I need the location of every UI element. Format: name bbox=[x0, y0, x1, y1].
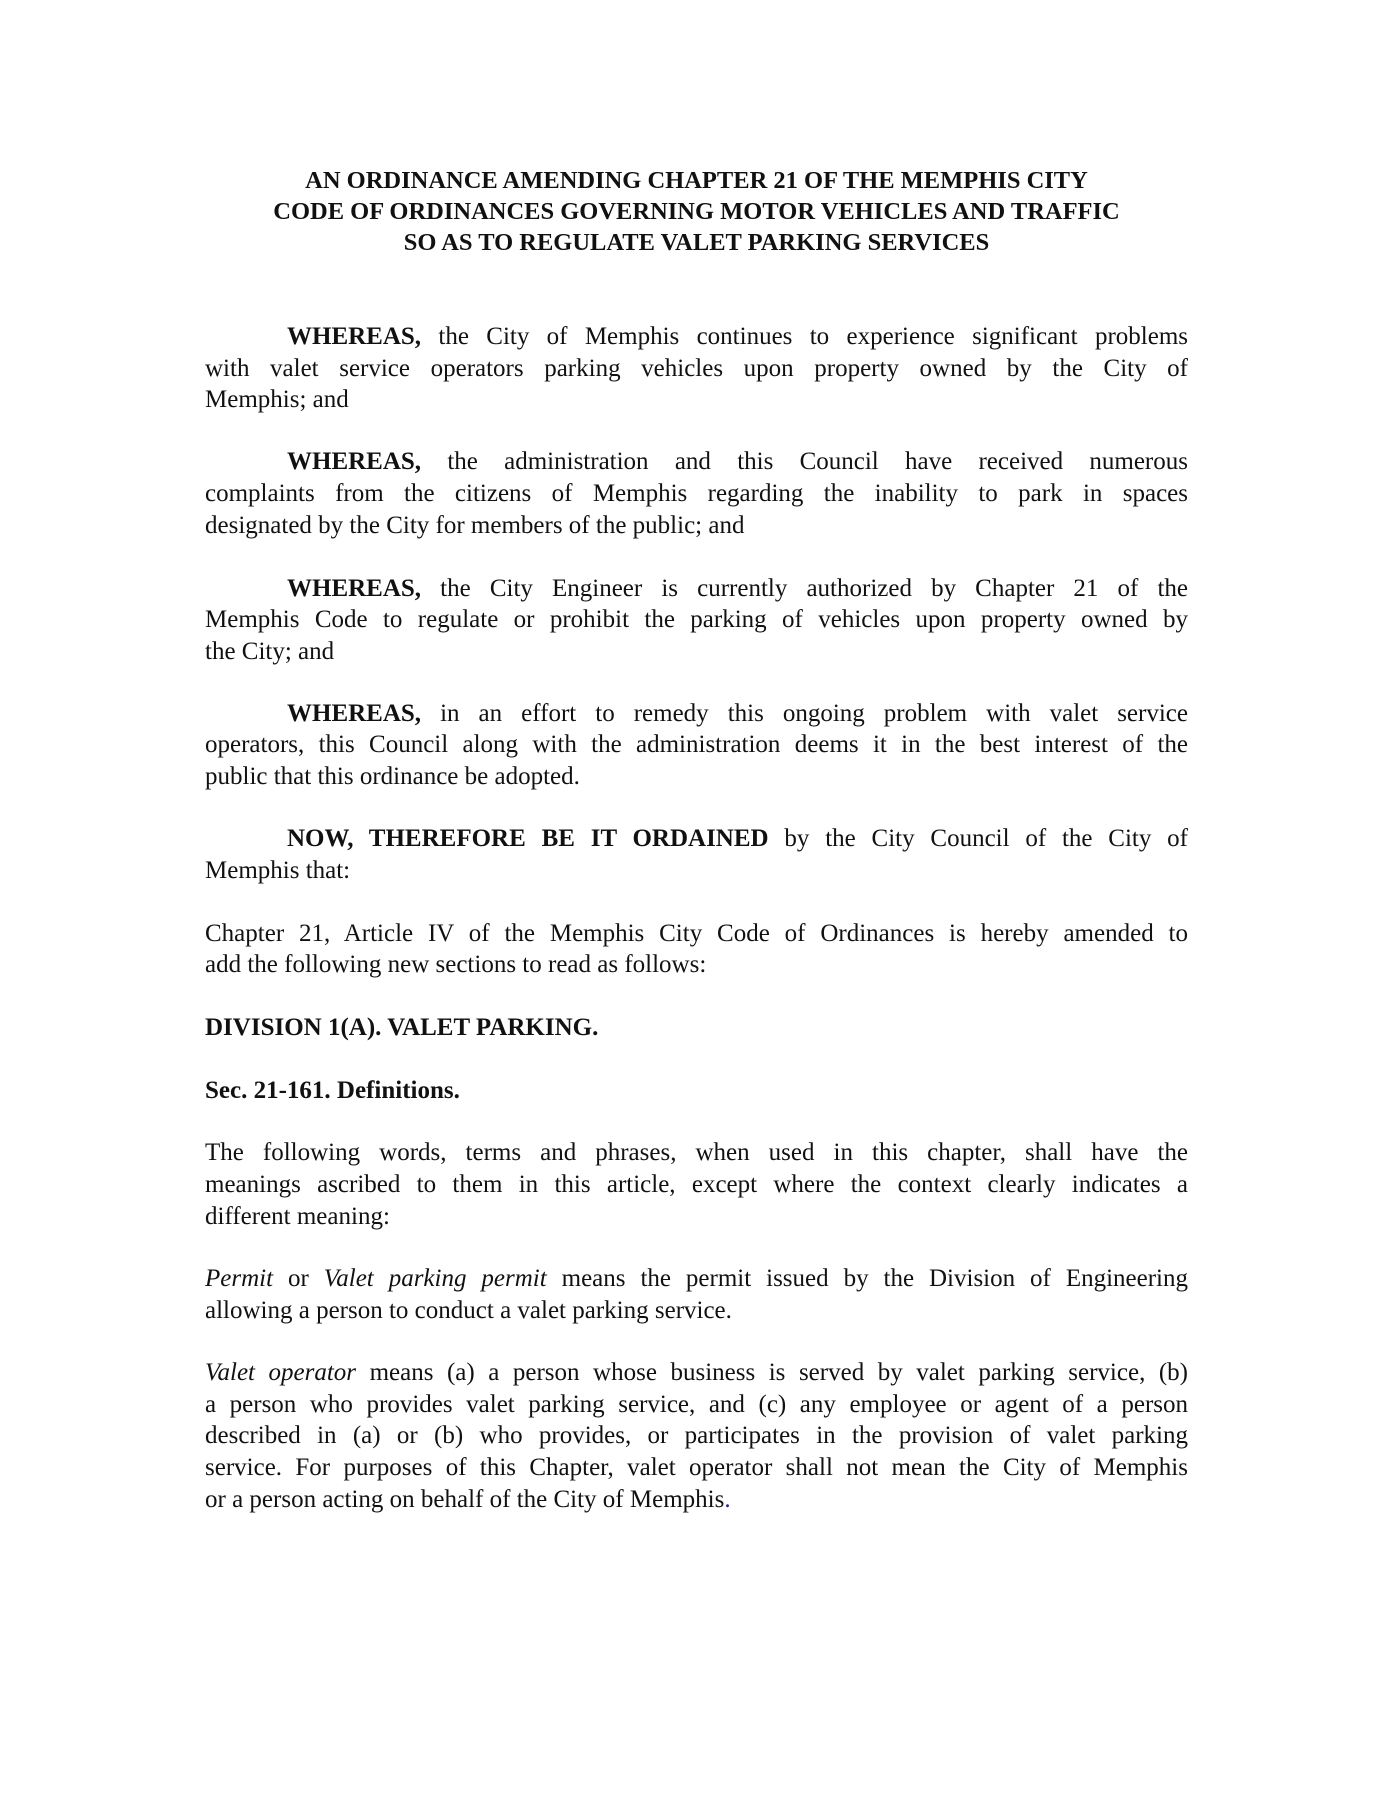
definitions-intro-line bbox=[205, 1201, 1188, 1233]
text-run: Memphis that: bbox=[205, 857, 351, 884]
whereas-2-line bbox=[205, 510, 1188, 542]
division-heading-line bbox=[205, 1012, 1188, 1044]
text-run: add the following new sections to read as follows: bbox=[205, 951, 707, 978]
whereas-2-line bbox=[287, 446, 1188, 478]
whereas-1-line bbox=[287, 321, 1188, 353]
text-run: allowing a person to conduct a valet parking service. bbox=[205, 1297, 732, 1324]
text-run: complaints from the citizens of Memphis regarding the inability to park in spaces bbox=[205, 480, 1188, 507]
whereas-2-line bbox=[205, 478, 1188, 510]
now-therefore-line bbox=[287, 823, 1188, 855]
text-run: or a person acting on behalf of the City of Memphis bbox=[205, 1486, 725, 1513]
amendment-intro-line bbox=[205, 918, 1188, 950]
bold-text: WHEREAS, bbox=[287, 575, 422, 602]
text-run: Chapter 21, Article IV of the Memphis City Code of Ordinances is hereby amended to bbox=[205, 920, 1188, 947]
text-run: the City Engineer is currently authorized by Chapter 21 of the bbox=[421, 575, 1188, 602]
definitions-intro-line bbox=[205, 1137, 1188, 1169]
definitions-intro-line bbox=[205, 1169, 1188, 1201]
now-therefore-line bbox=[205, 855, 1188, 887]
text-run: service. For purposes of this Chapter, valet operator shall not mean the City of Memphis bbox=[205, 1454, 1188, 1481]
bold-text: WHEREAS, bbox=[287, 448, 422, 475]
whereas-3-line bbox=[205, 604, 1188, 636]
text-run: the City of Memphis continues to experience significant problems bbox=[421, 323, 1188, 350]
text-run: public that this ordinance be adopted. bbox=[205, 763, 580, 790]
text-run: different meaning: bbox=[205, 1203, 390, 1230]
italic-term: Valet operator bbox=[205, 1359, 357, 1386]
definition-valet-operator-line bbox=[205, 1389, 1188, 1421]
text-run: a person who provides valet parking service, and (c) any employee or agent of a person bbox=[205, 1391, 1188, 1418]
definition-permit-line bbox=[205, 1295, 1188, 1327]
text-run: meanings ascribed to them in this article, except where the context clearly indicates a bbox=[205, 1171, 1188, 1198]
text-run: operators, this Council along with the administration deems it in the best interest of the bbox=[205, 731, 1188, 758]
definition-valet-operator-line bbox=[205, 1484, 1188, 1516]
whereas-4-line bbox=[287, 698, 1188, 730]
document-title-line: AN ORDINANCE AMENDING CHAPTER 21 OF THE MEMPHIS CITY bbox=[305, 166, 1088, 194]
bold-text: Sec. 21-161. Definitions. bbox=[205, 1077, 460, 1104]
bold-text: WHEREAS, bbox=[287, 700, 422, 727]
text-run: by the City Council of the City of bbox=[768, 825, 1188, 852]
definition-valet-operator-line bbox=[205, 1452, 1188, 1484]
bold-text: NOW, THEREFORE BE IT ORDAINED bbox=[287, 825, 769, 852]
text-run: the administration and this Council have received numerous bbox=[421, 448, 1188, 475]
amendment-intro-line bbox=[205, 949, 1188, 981]
text-run: Memphis Code to regulate or prohibit the parking of vehicles upon property owned by bbox=[205, 606, 1188, 633]
definition-valet-operator-line bbox=[205, 1357, 1188, 1389]
whereas-3-line bbox=[205, 636, 1188, 668]
text-run: in an effort to remedy this ongoing problem with valet service bbox=[421, 700, 1188, 727]
italic-term: Permit bbox=[205, 1265, 274, 1292]
definition-valet-operator-line bbox=[205, 1420, 1188, 1452]
text-run: The following words, terms and phrases, when used in this chapter, shall have the bbox=[205, 1139, 1188, 1166]
whereas-4-line bbox=[205, 729, 1188, 761]
text-run: Memphis; and bbox=[205, 386, 349, 413]
document-title-line: CODE OF ORDINANCES GOVERNING MOTOR VEHICLES AND TRAFFIC bbox=[273, 197, 1120, 225]
text-run: means the permit issued by the Division of Engineering bbox=[546, 1265, 1188, 1292]
whereas-4-line bbox=[205, 761, 1188, 793]
whereas-3-line bbox=[287, 573, 1188, 605]
text-run: designated by the City for members of the public; and bbox=[205, 512, 745, 539]
italic-term: Valet parking permit bbox=[323, 1265, 547, 1292]
text-run: the City; and bbox=[205, 638, 335, 665]
document-title-line: SO AS TO REGULATE VALET PARKING SERVICES bbox=[403, 228, 990, 256]
whereas-1-line bbox=[205, 384, 1188, 416]
definition-permit-line bbox=[205, 1263, 1188, 1295]
text-run: described in (a) or (b) who provides, or participates in the provision of valet parking bbox=[205, 1422, 1188, 1449]
whereas-1-line bbox=[205, 353, 1188, 385]
bold-text: DIVISION 1(A). VALET PARKING. bbox=[205, 1014, 599, 1041]
bold-text: WHEREAS, bbox=[287, 323, 422, 350]
section-heading-line bbox=[205, 1075, 1188, 1107]
text-run: means (a) a person whose business is served by valet parking service, (b) bbox=[356, 1359, 1188, 1386]
text-run: or bbox=[273, 1265, 324, 1292]
text-run: . bbox=[724, 1486, 731, 1513]
text-run: with valet service operators parking vehicles upon property owned by the City of bbox=[205, 355, 1188, 382]
